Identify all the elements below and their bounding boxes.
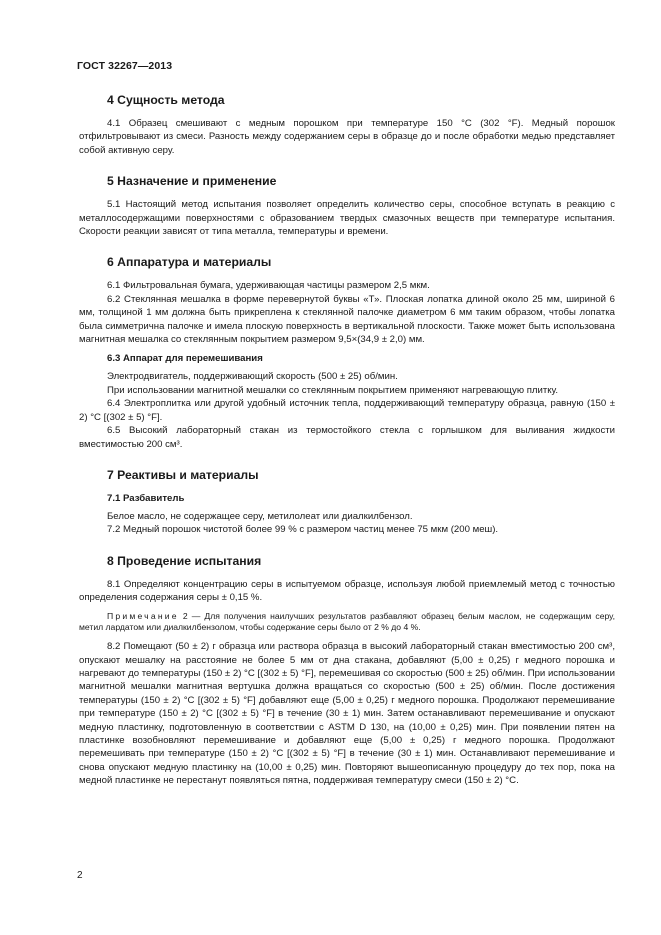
section-8 — [79, 553, 615, 788]
section-heading: 4 Сущность метода — [107, 93, 225, 107]
subsection-heading: 6.3 Аппарат для перемешивания — [107, 353, 263, 365]
paragraph: 6.5 Высокий лабораторный стакан из термостойкого стекла с горлышком для выливания жидкости вместимостью 200 см³. — [79, 425, 615, 450]
section-7 — [79, 467, 615, 537]
section-5 — [79, 173, 615, 238]
paragraph: При использовании магнитной мешалки со стеклянным покрытием применяют нагревающую плитку. — [107, 384, 559, 396]
paragraph: 6.4 Электроплитка или другой удобный источник тепла, поддерживающий температуру образца, равную (150 ± 2) °С [(302 ± 5) °F]. — [79, 398, 615, 423]
section-heading: 5 Назначение и применение — [107, 174, 277, 189]
paragraph: 6.2 Стеклянная мешалка в форме перевернутой буквы «Т». Плоская лопатка длиной около 25 мм, шириной 6 мм, толщиной 1 мм должна быть прикреплена к стеклянной палочке диаметром 6 мм таким образом, чтобы лопатка была симметрична палочке и имела плоскую поверхность в вертикальной плоскости. Также может быть использована магнитная мешалка со стеклянным покрытием размером 9,5×(34,9 ± 2,0) мм. — [79, 293, 615, 346]
document-body — [79, 92, 615, 788]
note-label: Примечание — [107, 610, 179, 621]
paragraph: 7.2 Медный порошок чистотой более 99 % с размером частиц менее 75 мкм (200 меш). — [107, 524, 499, 536]
paragraph: Белое масло, не содержащее серу, метилолеат или диалкилбензол. — [107, 510, 413, 522]
note-text: 2 — Для получения наилучших результатов разбавляют образец белым маслом, не содержащим серу, метил лардатом или диалкилбензолом, чтобы содержание серы было от 2 % до 4 %. — [79, 610, 615, 633]
paragraph: 6.1 Фильтровальная бумага, удерживающая частицы размером 2,5 мкм. — [107, 280, 430, 292]
paragraph: 8.1 Определяют концентрацию серы в испытуемом образце, используя любой приемлемый метод с точностью определения содержания серы ± 0,15 %. — [79, 578, 615, 604]
subsection-heading: 7.1 Разбавитель — [107, 492, 185, 504]
paragraph: 8.2 Помещают (50 ± 2) г образца или раствора образца в высокий лабораторный стакан вместимостью 200 см³, опускают мешалку на расстояние не более 5 мм от дна стакана, добавляют (5,00 ± 0,25) г медного порошка и нагревают до температуры (150 ± 2) °С [(302 ± 5) °F], перемешивая со скоростью (500 ± 25) об/мин. При использовании магнитной мешалки магнитная вертушка должна вращаться со скоростью (500 ± 25) об/мин. После достижения температуры (150 ± 2) °С [(302 ± 5) °F] добавляют еще (5,00 ± 0,25) г медного порошка. Продолжают перемешивание при температуре (150 ± 2) °С [(302 ± 5) °F] в течение (30 ± 1) мин. Затем останавливают перемешивание и опускают медную пластинку, подготовленную в соответствии с ASTM D 130, на (10,00 ± 0,25) мин. При появлении пятен на пластинке возобновляют перемешивание и добавляют еще (5,00 ± 0,25) г медного порошка. Продолжают перемешивать при температуре (150 ± 2) °С [(302 ± 5) °F] в течение (30 ± 1) мин. Останавливают перемешивание и снова опускают медную пластинку на (10,00 ± 0,25) мин. Повторяют вышеописанную процедуру до тех пор, пока на медной пластинке не перестанут появляться пятна, поддерживая температуру смеси (150 ± 2) °С. — [79, 641, 615, 787]
paragraph: 4.1 Образец смешивают с медным порошком при температуре 150 °С (302 °F). Медный порошок отфильтровывают из смеси. Разность между содержанием серы в образце до и после обработки медью представляет собой активную серу. — [79, 118, 615, 156]
paragraph: 5.1 Настоящий метод испытания позволяет определить количество серы, способное вступать в реакцию с металлосодержащими поверхностями с образованием твердых смазочных веществ при температуре испытания. Скорости реакции зависят от типа металла, температуры и времени. — [79, 199, 615, 238]
section-4 — [79, 92, 615, 157]
paragraph: Электродвигатель, поддерживающий скорость (500 ± 25) об/мин. — [107, 371, 398, 383]
page-number: 2 — [77, 870, 83, 881]
section-heading: 8 Проведение испытания — [107, 553, 262, 568]
standard-header: ГОСТ 32267—2013 — [77, 60, 173, 72]
section-heading: 7 Реактивы и материалы — [107, 467, 259, 482]
section-heading: 6 Аппаратура и материалы — [107, 255, 272, 270]
note — [79, 611, 615, 635]
section-6 — [79, 254, 615, 450]
